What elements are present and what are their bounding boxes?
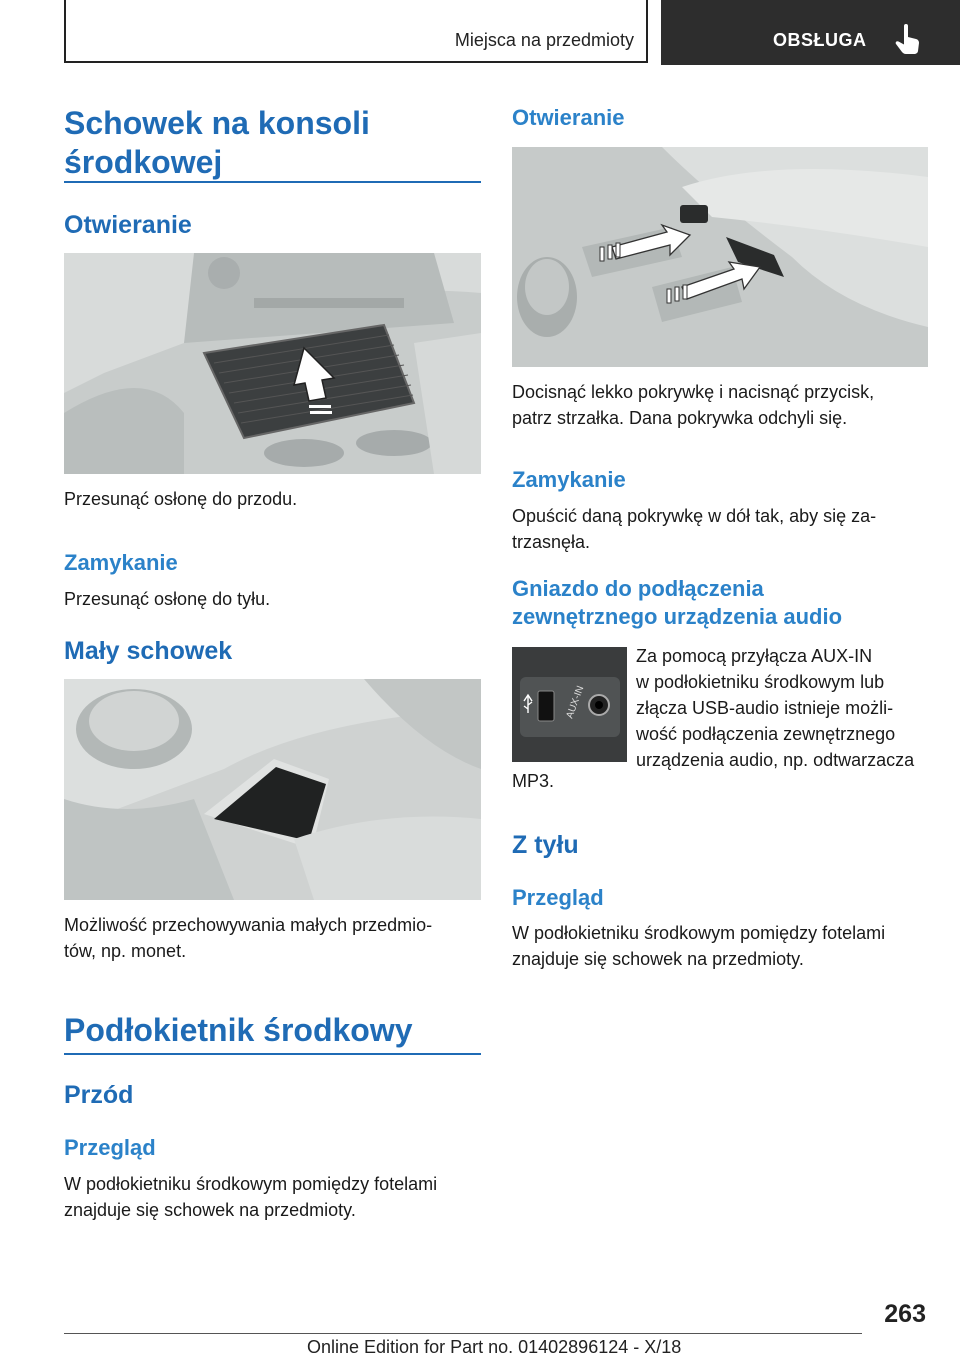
- rear-heading: Z tyłu: [512, 831, 579, 859]
- page-number: 263: [884, 1300, 926, 1328]
- aux-usb-image: [512, 647, 627, 762]
- header-section-title: Miejsca na przedmioty: [454, 30, 634, 50]
- title-rule: [64, 181, 481, 183]
- armrest-title-rule: [64, 1053, 481, 1055]
- header-chapter-title: OBSŁUGA: [773, 30, 867, 50]
- armrest-lid-image: [512, 147, 928, 367]
- armrest-title: Podłokietnik środkowy: [64, 1012, 413, 1048]
- small-compartment-image: [64, 679, 481, 900]
- page-title: Schowek na konsoli środkowej: [64, 105, 370, 180]
- rear-overview-text: W podłokietniku środkowym pomiędzy fotelami znajduje się schowek na przedmioty.: [512, 923, 886, 969]
- audio-socket-text: Za pomocą przyłącza AUX-IN w podłokietniku środkowym lub złącza USB-audio istnieje możli- wość podłączenia zewnętrznego urządzenia audio, np. odtwarzacza: [636, 646, 915, 770]
- closing-heading: Zamykanie: [64, 550, 178, 575]
- opening-heading: Otwieranie: [64, 211, 192, 239]
- header-section-tab: [64, 0, 648, 63]
- right-opening-caption: Docisnąć lekko pokrywkę i nacisnąć przycisk, patrz strzałka. Dana pokrywka odchyli się.: [512, 382, 875, 428]
- right-opening-heading: Otwieranie: [512, 105, 625, 130]
- front-overview-text: W podłokietniku środkowym pomiędzy fotelami znajduje się schowek na przedmioty.: [64, 1174, 438, 1220]
- closing-text: Przesunąć osłonę do tyłu.: [64, 589, 271, 609]
- small-compartment-caption: Możliwość przechowywania małych przedmio- tów, np. monet.: [64, 915, 433, 961]
- small-compartment-heading: Mały schowek: [64, 637, 233, 665]
- front-overview-heading: Przegląd: [64, 1135, 156, 1160]
- footer-edition: Online Edition for Part no. 01402896124 - X/18: [307, 1337, 682, 1357]
- audio-socket-heading: Gniazdo do podłączenia zewnętrznego urządzenia audio: [512, 576, 843, 629]
- rear-overview-heading: Przegląd: [512, 885, 604, 910]
- right-closing-text: Opuścić daną pokrywkę w dół tak, aby się za- trzasnęła.: [512, 506, 877, 552]
- opening-caption: Przesunąć osłonę do przodu.: [64, 489, 298, 509]
- aux-in-label: AUX-IN: [564, 684, 587, 721]
- console-tray-image: [64, 253, 481, 474]
- footer-rule: [64, 1333, 862, 1334]
- right-closing-heading: Zamykanie: [512, 467, 626, 492]
- hand-pointer-icon: [895, 24, 921, 56]
- front-heading: Przód: [64, 1081, 134, 1109]
- audio-socket-text-end: MP3.: [512, 771, 555, 791]
- header-chapter-tab: [661, 0, 960, 65]
